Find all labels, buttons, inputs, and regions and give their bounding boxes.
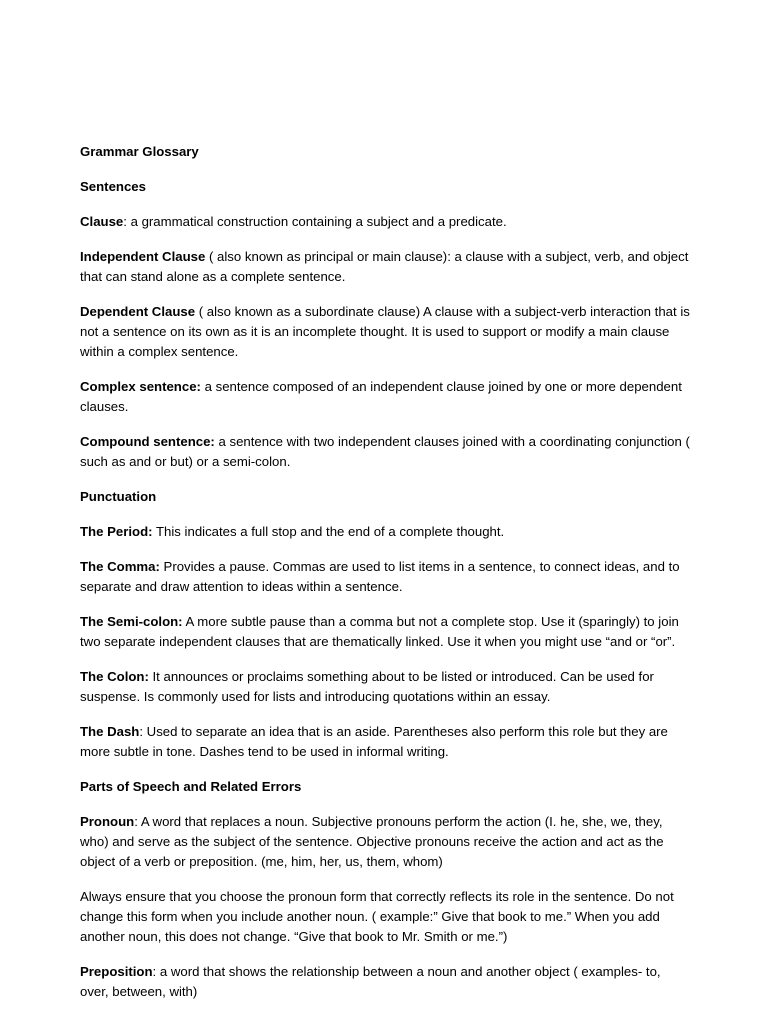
glossary-definition: a sentence composed of an independent clause joined by one or more dependent clauses. bbox=[80, 379, 682, 414]
section-heading: Sentences bbox=[80, 179, 146, 194]
glossary-entry bbox=[80, 212, 690, 232]
glossary-term: Independent Clause bbox=[80, 249, 206, 264]
glossary-definition: Provides a pause. Commas are used to list items in a sentence, to connect ideas, and to separate and draw attention to ideas within a sentence. bbox=[80, 559, 680, 594]
glossary-entry bbox=[80, 377, 690, 417]
glossary-entry bbox=[80, 557, 690, 597]
glossary-term: The Comma: bbox=[80, 559, 160, 574]
glossary-term: The Colon: bbox=[80, 669, 149, 684]
glossary-definition: This indicates a full stop and the end of a complete thought. bbox=[152, 524, 505, 539]
glossary-definition: ( also known as principal or main clause): a clause with a subject, verb, and object that can stand alone as a complete sentence. bbox=[80, 249, 689, 284]
section-sentences bbox=[80, 177, 690, 472]
glossary-term: The Semi-colon: bbox=[80, 614, 183, 629]
glossary-definition: It announces or proclaims something about to be listed or introduced. Can be used for suspense. Is commonly used for lists and introducing quotations within an essay. bbox=[80, 669, 654, 704]
glossary-term: Preposition bbox=[80, 964, 153, 979]
document-page bbox=[80, 142, 690, 1017]
glossary-definition: a sentence with two independent clauses joined with a coordinating conjunction ( such as and or but) or a semi-colon. bbox=[80, 434, 690, 469]
glossary-entry bbox=[80, 612, 690, 652]
glossary-term: Pronoun bbox=[80, 814, 135, 829]
glossary-term: Complex sentence: bbox=[80, 379, 201, 394]
section-parts-of-speech bbox=[80, 777, 690, 1002]
glossary-entry bbox=[80, 667, 690, 707]
glossary-definition: : a word that shows the relationship between a noun and another object ( examples- to, over, between, with) bbox=[80, 964, 661, 999]
glossary-definition: A more subtle pause than a comma but not a complete stop. Use it (sparingly) to join two separate independent clauses that are thematically linked. Use it when you might use “and or “or”. bbox=[80, 614, 679, 649]
glossary-term: Clause bbox=[80, 214, 124, 229]
section-heading: Parts of Speech and Related Errors bbox=[80, 779, 302, 794]
glossary-term: Compound sentence: bbox=[80, 434, 215, 449]
glossary-entry bbox=[80, 722, 690, 762]
glossary-entry bbox=[80, 812, 690, 872]
glossary-definition: : Used to separate an idea that is an aside. Parentheses also perform this role but they are more subtle in tone. Dashes tend to be used in informal writing. bbox=[80, 724, 668, 759]
glossary-term: The Dash bbox=[80, 724, 140, 739]
section-heading: Punctuation bbox=[80, 489, 157, 504]
pronoun-usage-note: Always ensure that you choose the pronoun form that correctly reflects its role in the sentence. Do not change this form when you include another noun. ( example:” Give that book to me.” When you add another noun, this does not change. “Give that book to Mr. Smith or me.”) bbox=[80, 889, 674, 944]
document-title: Grammar Glossary bbox=[80, 144, 199, 159]
glossary-entry bbox=[80, 522, 690, 542]
glossary-entry bbox=[80, 302, 690, 362]
glossary-definition: : a grammatical construction containing a subject and a predicate. bbox=[123, 214, 507, 229]
glossary-definition: : A word that replaces a noun. Subjective pronouns perform the action (I. he, she, we, they, who) and serve as the subject of the sentence. Objective pronouns receive the action and act as the object of a verb or preposition. (me, him, her, us, them, whom) bbox=[80, 814, 664, 869]
glossary-definition: ( also known as a subordinate clause) A clause with a subject-verb interaction that is not a sentence on its own as it is an incomplete thought. It is used to support or modify a main clause within a complex sentence. bbox=[80, 304, 690, 359]
glossary-term: Dependent Clause bbox=[80, 304, 196, 319]
glossary-term: The Period: bbox=[80, 524, 153, 539]
glossary-entry bbox=[80, 247, 690, 287]
glossary-entry bbox=[80, 962, 690, 1002]
glossary-entry bbox=[80, 432, 690, 472]
section-punctuation bbox=[80, 487, 690, 762]
